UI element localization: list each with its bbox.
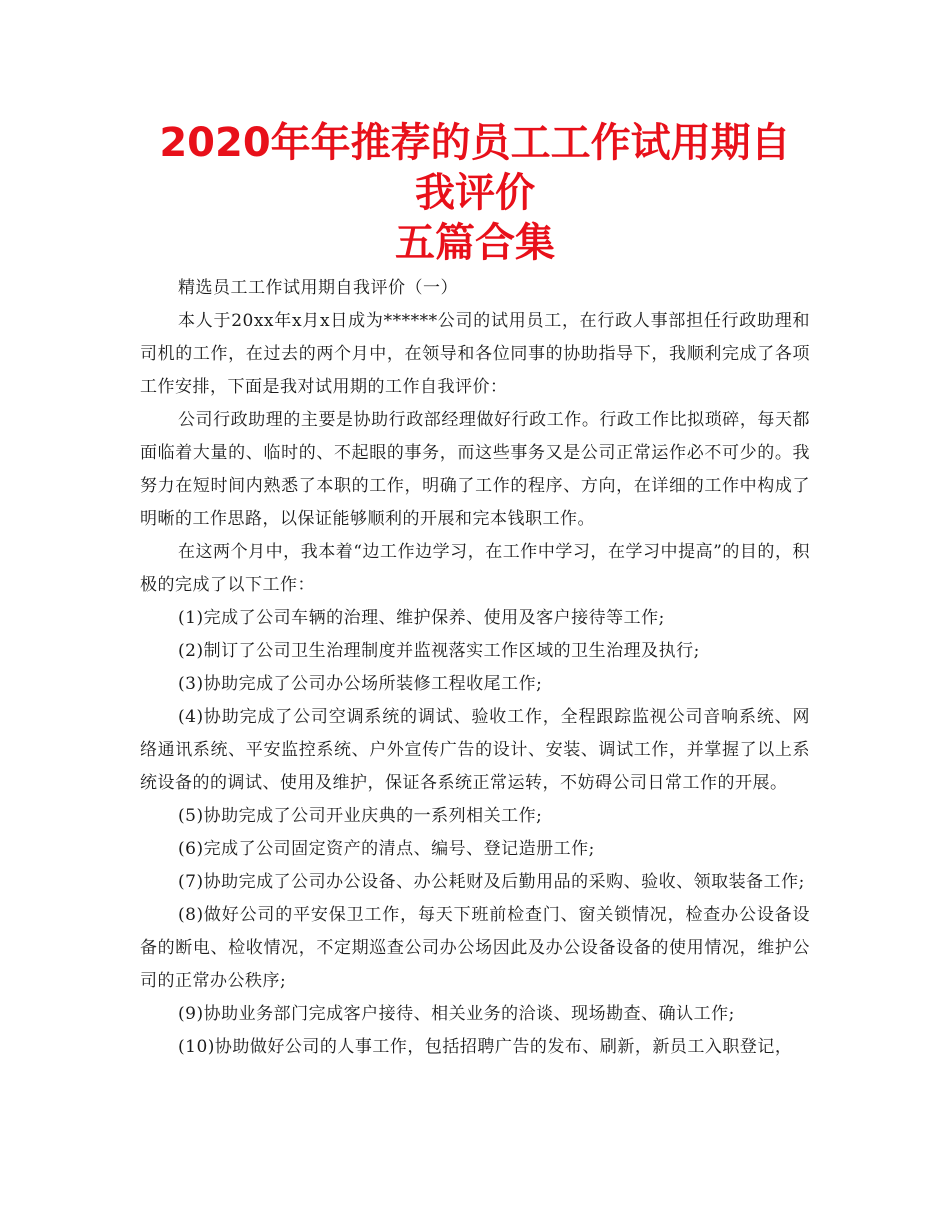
title-line-1: 2020年年推荐的员工工作试用期自我评价	[159, 120, 791, 216]
list-item: (5)协助完成了公司开业庆典的一系列相关工作;	[178, 806, 543, 826]
paragraph: 公司行政助理的主要是协助行政部经理做好行政工作。行政工作比拟琐碎，每天都面临着大量的、临时的、不起眼的事务，而这些事务又是公司正常运作必不可少的。我努力在短时间内熟悉了本职的工作，明确了工作的程序、方向，在详细的工作中构成了明晰的工作思路，以保证能够顺利的开展和完本钱职工作。	[140, 410, 810, 529]
list-item: (9)协助业务部门完成客户接待、相关业务的洽谈、现场勘查、确认工作;	[178, 1004, 735, 1024]
document-title	[140, 118, 810, 268]
list-item: (8)做好公司的平安保卫工作，每天下班前检查门、窗关锁情况，检查办公设备设备的断电、检收情况，不定期巡查公司办公场因此及办公设备设备的使用情况，维护公司的正常办公秩序;	[140, 905, 810, 991]
document-body	[140, 272, 810, 1064]
list-item: (2)制订了公司卫生治理制度并监视落实工作区域的卫生治理及执行;	[178, 641, 700, 661]
list-item: (10)协助做好公司的人事工作，包括招聘广告的发布、刷新，新员工入职登记，	[178, 1037, 793, 1057]
paragraph: 本人于20xx年x月x日成为******公司的试用员工，在行政人事部担任行政助理和司机的工作，在过去的两个月中，在领导和各位同事的协助指导下，我顺利完成了各项工作安排，下面是我对试用期的工作自我评价：	[140, 311, 810, 397]
list-item: (3)协助完成了公司办公场所装修工程收尾工作;	[178, 674, 543, 694]
section-heading: 精选员工工作试用期自我评价（一）	[178, 278, 458, 298]
list-item: (7)协助完成了公司办公设备、办公耗财及后勤用品的采购、验收、领取装备工作;	[178, 872, 805, 892]
list-item: (6)完成了公司固定资产的清点、编号、登记造册工作;	[178, 839, 595, 859]
title-line-2: 五篇合集	[395, 220, 555, 266]
list-item: (4)协助完成了公司空调系统的调试、验收工作，全程跟踪监视公司音响系统、网络通讯系统、平安监控系统、户外宣传广告的设计、安装、调试工作，并掌握了以上系统设备的的调试、使用及维护，保证各系统正常运转，不妨碍公司日常工作的开展。	[140, 707, 810, 793]
list-item: (1)完成了公司车辆的治理、维护保养、使用及客户接待等工作;	[178, 608, 665, 628]
paragraph: 在这两个月中，我本着“边工作边学习，在工作中学习，在学习中提高”的目的，积极的完成了以下工作：	[140, 542, 810, 595]
